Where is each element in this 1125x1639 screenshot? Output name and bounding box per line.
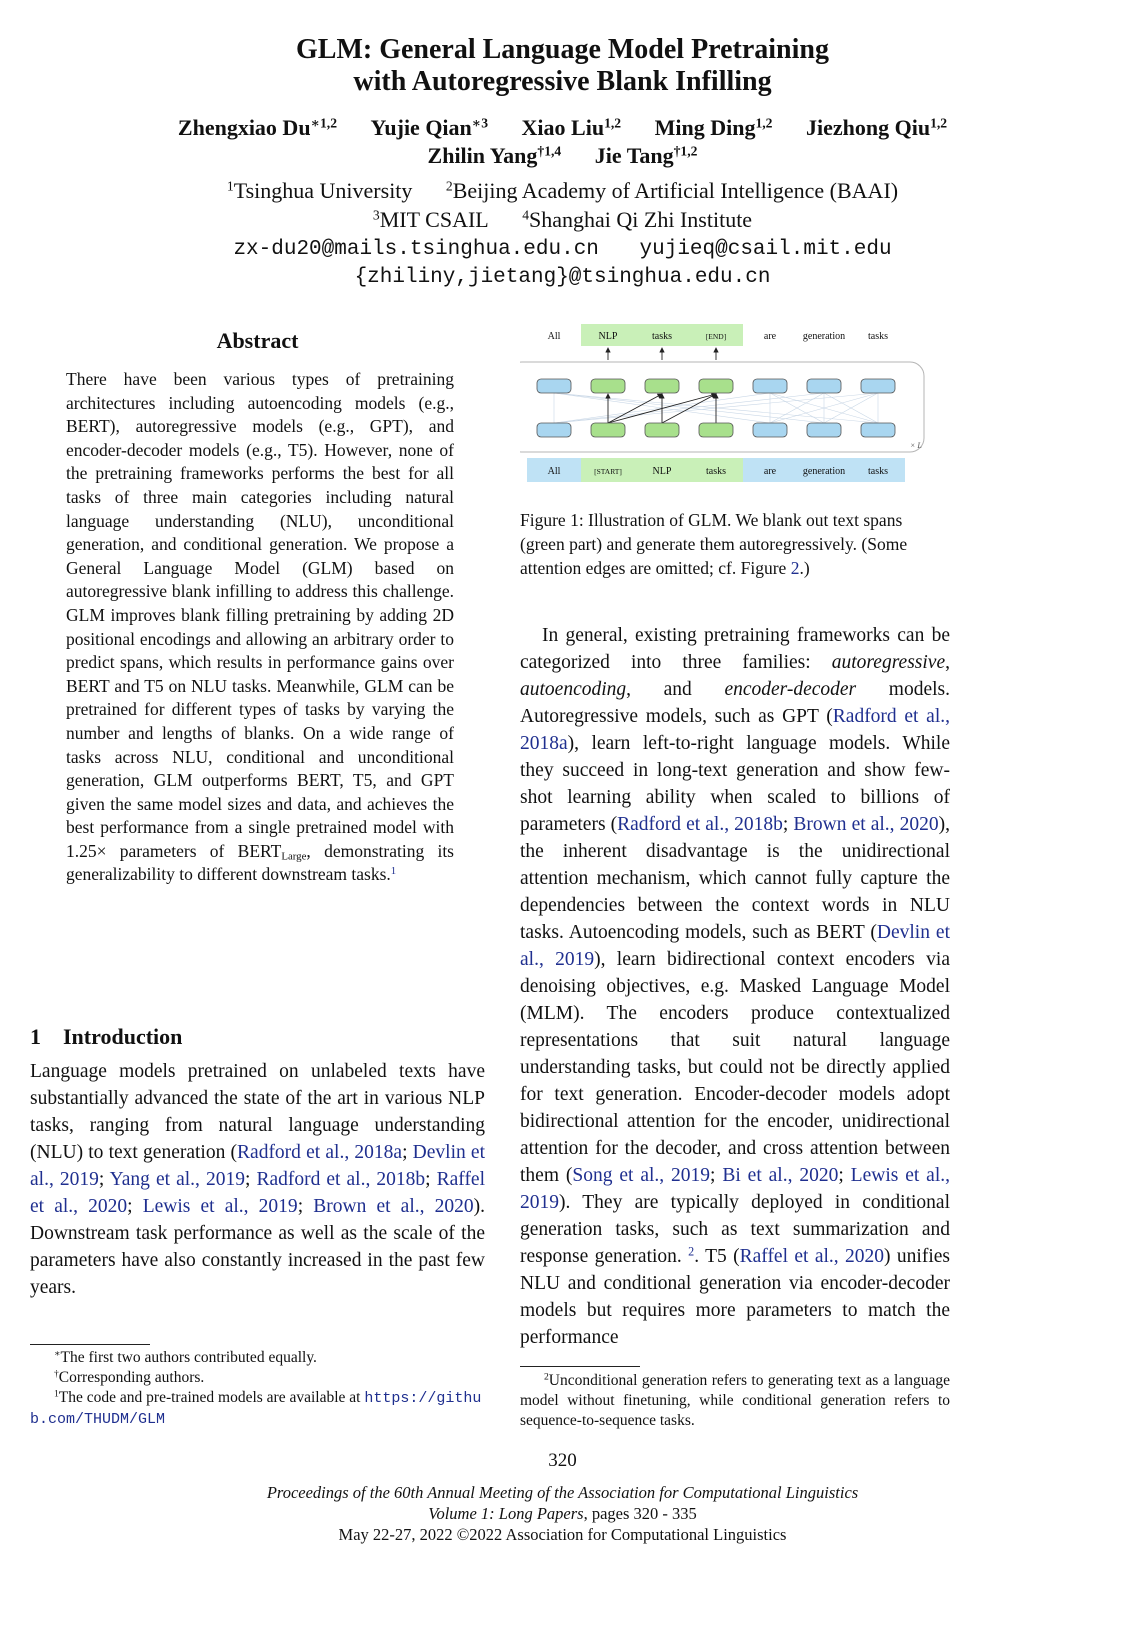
author: Ming Ding$^{1,2}$ <box>654 115 773 140</box>
token-label: All <box>547 466 561 477</box>
email: yujieq@csail.mit.edu <box>639 238 892 261</box>
author: Jie Tang$^{\dagger 1,2}$ <box>594 143 698 168</box>
upper-hidden-node <box>591 379 625 393</box>
introduction-paragraph-continued: In general, existing pretraining frameworks can be categorized into three families: autoregressive, autoencoding, and encoder-decoder models. Autoregressive models, such as GPT (Radford et al., 2018a), learn left-to-right language models. While they succeed in long-text generation and show few-shot learning ability when scaled to billions of parameters (Radford et al., 2018b; Brown et al., 2020), the inherent disadvantage is the unidirectional attention mechanism, which cannot fully capture the dependencies between the context words in NLU tasks. Autoencoding models, such as BERT (Devlin et al., 2019), learn bidirectional context encoders via denoising objectives, e.g. Masked Language Model (MLM). The encoders produce contextualized representations that suit natural language understanding tasks, but could not be directly applied for text generation. Encoder-decoder models adopt bidirectional attention for the encoder, unidirectional attention for the decoder, and cross attention between them (Song et al., 2019; Bi et al., 2020; Lewis et al., 2019). They are typically deployed in conditional generation tasks, such as text summarization and response generation. $^2$. T5 (Raffel et al., 2020) unifies NLU and conditional generation via encoder-decoder models but requires more parameters to match the performance <box>520 625 951 1348</box>
token-label: [START] <box>594 467 622 476</box>
affiliation: $^4$Shanghai Qi Zhi Institute <box>522 207 753 232</box>
code-url-link[interactable]: https://github.com/THUDM/GLM <box>30 1390 482 1428</box>
lower-hidden-node <box>807 423 841 437</box>
token-label: NLP <box>598 331 618 342</box>
footnote-ref[interactable]: 2 <box>688 1244 695 1259</box>
citation-link[interactable]: Raffel et al., 2020 <box>30 1169 486 1217</box>
token-label: tasks <box>868 466 888 477</box>
citation-link[interactable]: Devlin et al., 2019 <box>30 1142 486 1190</box>
footnote-rule <box>520 1366 640 1367</box>
footnotes-left <box>30 1348 490 1430</box>
figure-1-glm-illustration <box>520 320 960 500</box>
citation-link[interactable]: Raffel et al., 2020 <box>739 1246 885 1267</box>
email: zx-du20@mails.tsinghua.edu.cn <box>233 238 599 261</box>
introduction-paragraph: Language models pretrained on unlabeled texts have substantially advanced the state of the art in various NLP tasks, ranging from natural language understanding (NLU) to text generation (Radford et al., 2018a; Devlin et al., 2019; Yang et al., 2019; Radford et al., 2018b; Raffel et al., 2020; Lewis et al., 2019; Brown et al., 2020). Downstream task performance as well as the scale of the parameters have also constantly increased in the past few years. <box>30 1061 486 1298</box>
author: Xiao Liu$^{1,2}$ <box>521 115 622 140</box>
proceedings-footer: Proceedings of the 60th Annual Meeting of the Association for Computational Linguistics Volume 1: Long Papers, pages 320 - 335 May 22-27, 2022 ©2022 Association for Computational Linguistics <box>266 1483 859 1544</box>
title-line-1: GLM: General Language Model Pretraining <box>296 34 829 65</box>
lower-hidden-node <box>699 423 733 437</box>
footnote: $^1$The code and pre-trained models are available at https://github.com/THUDM/GLM <box>30 1388 482 1428</box>
citation-link[interactable]: Brown et al., 2020 <box>313 1196 474 1217</box>
repeat-layers-label: × L <box>910 441 922 450</box>
abstract-body: There have been various types of pretraining architectures including autoencoding models (e.g., BERT), autoregressive models (e.g., GPT), and encoder-decoder models (e.g., T5). However, none of the pretraining frameworks performs the best for all tasks of three main categories including natural language understanding (NLU), unconditional generation, and conditional generation. We propose a General Language Model (GLM) based on autoregressive blank infilling to address this challenge. GLM improves blank filling pretraining by adding 2D positional encodings and allowing an arbitrary order to predict spans, which results in performance gains over BERT and T5 on NLU tasks. Meanwhile, GLM can be pretrained for different types of tasks by varying the number and lengths of blanks. On a wide range of tasks across NLU, conditional and unconditional generation, GLM outperforms BERT, T5, and GPT given the same model sizes and data, and achieves the best performance from a single pretrained model with 1.25× parameters of $BERT_{Large}$, demonstrating its generalizability to different downstream tasks.$^1$ <box>66 369 454 885</box>
figure-ref-link[interactable]: 2 <box>790 558 800 578</box>
footnote: $^2$Unconditional generation refers to generating text as a language model without finetuning, while conditional generation refers to sequence-to-sequence tasks. <box>520 1371 950 1429</box>
token-label: tasks <box>706 466 726 477</box>
affiliations <box>0 176 1125 234</box>
author-emails <box>0 236 1125 292</box>
upper-hidden-node <box>807 379 841 393</box>
citation-link[interactable]: Song et al., 2019 <box>572 1165 711 1186</box>
upper-hidden-node <box>537 379 571 393</box>
token-label: tasks <box>652 331 672 342</box>
affiliation: $^2$Beijing Academy of Artificial Intelligence (BAAI) <box>445 178 899 203</box>
upper-hidden-node <box>699 379 733 393</box>
token-label: generation <box>802 331 846 342</box>
author: Jiezhong Qiu$^{1,2}$ <box>805 115 948 140</box>
citation-link[interactable]: Radford et al., 2018a <box>520 706 950 754</box>
author: Yujie Qian$^{∗3}$ <box>370 115 489 140</box>
token-label: NLP <box>652 466 672 477</box>
title-line-2: with Autoregressive Blank Infilling <box>353 66 772 97</box>
footnote: †Corresponding authors. <box>54 1368 205 1386</box>
footnote-ref[interactable]: 1 <box>390 865 397 878</box>
citation-link[interactable]: Yang et al., 2019 <box>109 1169 245 1190</box>
citation-link[interactable]: Devlin et al., 2019 <box>520 922 950 970</box>
lower-hidden-node <box>861 423 895 437</box>
token-label: All <box>547 331 561 342</box>
citation-link[interactable]: Radford et al., 2018b <box>256 1169 426 1190</box>
section-heading-introduction: 1 Introduction <box>30 1024 183 1049</box>
lower-hidden-node <box>591 423 625 437</box>
author: Zhilin Yang$^{\dagger 1,4}$ <box>427 143 562 168</box>
page-number: 320 <box>548 1450 577 1471</box>
upper-hidden-node <box>753 379 787 393</box>
citation-link[interactable]: Radford et al., 2018a <box>237 1142 403 1163</box>
lower-hidden-node <box>537 423 571 437</box>
token-label: tasks <box>868 331 888 342</box>
author-list <box>0 114 1125 170</box>
transformer-block <box>520 362 924 452</box>
lower-hidden-node <box>645 423 679 437</box>
token-label: [END] <box>705 332 727 341</box>
citation-link[interactable]: Radford et al., 2018b <box>617 814 783 835</box>
abstract-heading: Abstract <box>216 328 299 353</box>
affiliation: $^1$Tsinghua University <box>226 178 413 203</box>
token-label: generation <box>802 466 846 477</box>
paper-title <box>0 34 1125 98</box>
footnote-rule <box>30 1344 150 1345</box>
email: {zhiliny,jietang}@tsinghua.edu.cn <box>354 266 771 289</box>
figure-1-caption: Figure 1: Illustration of GLM. We blank out text spans (green part) and generate them autoregressively. (Some attention edges are omitted; cf. Figure 2.) <box>520 510 908 578</box>
token-label: are <box>763 331 777 342</box>
lower-hidden-node <box>753 423 787 437</box>
author: Zhengxiao $Du^{∗1,2}$ <box>177 115 338 140</box>
upper-hidden-node <box>645 379 679 393</box>
citation-link[interactable]: Bi et al., 2020 <box>722 1165 839 1186</box>
affiliation: $^3$MIT CSAIL <box>372 207 489 232</box>
footnote: ∗The first two authors contributed equally. <box>54 1348 317 1366</box>
citation-link[interactable]: Brown et al., 2020 <box>793 814 939 835</box>
upper-hidden-node <box>861 379 895 393</box>
token-label: are <box>763 466 777 477</box>
citation-link[interactable]: Lewis et al., 2019 <box>142 1196 298 1217</box>
citation-link[interactable]: Lewis et al., 2019 <box>520 1165 951 1213</box>
